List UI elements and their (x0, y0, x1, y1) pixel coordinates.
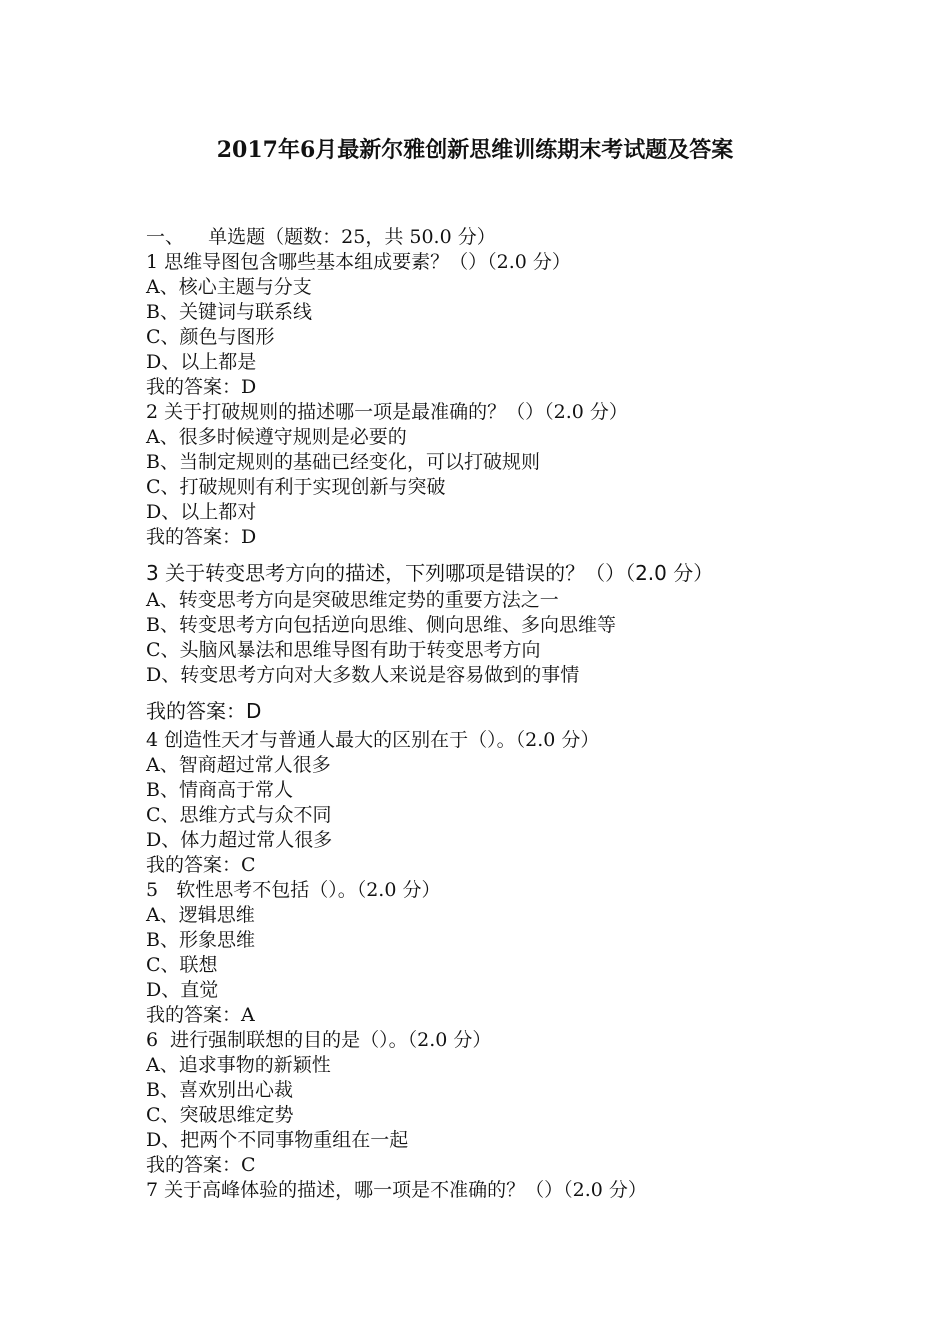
question-text: 5 软性思考不包括（）。（2.0 分） (146, 879, 441, 901)
option-a: A、核心主题与分支 (146, 276, 312, 298)
option-a: A、追求事物的新颖性 (146, 1054, 331, 1076)
question-text: 1 思维导图包含哪些基本组成要素？（）（2.0 分） (146, 251, 571, 273)
option-d: D、以上都是 (146, 351, 257, 373)
option-b: B、转变思考方向包括逆向思维、侧向思维、多向思维等 (146, 614, 616, 636)
answer-line: 我的答案：D (146, 526, 257, 548)
option-c: C、思维方式与众不同 (146, 804, 332, 826)
option-c: C、头脑风暴法和思维导图有助于转变思考方向 (146, 639, 541, 661)
option-a: A、转变思考方向是突破思维定势的重要方法之一 (146, 589, 559, 611)
question-text: 4 创造性天才与普通人最大的区别在于（）。（2.0 分） (146, 729, 600, 751)
document-body (146, 225, 846, 1203)
option-b: B、关键词与联系线 (146, 301, 312, 323)
option-a: A、智商超过常人很多 (146, 754, 331, 776)
option-a: A、逻辑思维 (146, 904, 255, 926)
option-a: A、很多时候遵守规则是必要的 (146, 426, 407, 448)
question-text: 3 关于转变思考方向的描述，下列哪项是错误的？（）（2.0 分） (146, 561, 714, 585)
option-c: C、颜色与图形 (146, 326, 275, 348)
document-title: 2017年6月最新尔雅创新思维训练期末考试题及答案 (216, 137, 734, 163)
option-b: B、当制定规则的基础已经变化，可以打破规则 (146, 451, 540, 473)
option-d: D、体力超过常人很多 (146, 829, 333, 851)
answer-line: 我的答案：A (146, 1004, 255, 1026)
answer-line: 我的答案：C (146, 1154, 256, 1176)
option-d: D、转变思考方向对大多数人来说是容易做到的事情 (146, 664, 580, 686)
option-d: D、把两个不同事物重组在一起 (146, 1129, 409, 1151)
question-text: 2 关于打破规则的描述哪一项是最准确的？（）（2.0 分） (146, 401, 628, 423)
option-c: C、打破规则有利于实现创新与突破 (146, 476, 446, 498)
section-heading: 一、 单选题（题数：25，共 50.0 分） (146, 226, 496, 248)
option-b: B、喜欢别出心裁 (146, 1079, 293, 1101)
option-b: B、形象思维 (146, 929, 255, 951)
answer-line: 我的答案：D (146, 376, 257, 398)
option-d: D、以上都对 (146, 501, 257, 523)
option-b: B、情商高于常人 (146, 779, 293, 801)
answer-line: 我的答案：D (146, 699, 262, 723)
option-d: D、直觉 (146, 979, 219, 1001)
question-text: 6 进行强制联想的目的是（）。（2.0 分） (146, 1029, 492, 1051)
option-c: C、突破思维定势 (146, 1104, 294, 1126)
option-c: C、联想 (146, 954, 218, 976)
answer-line: 我的答案：C (146, 854, 256, 876)
question-text: 7 关于高峰体验的描述，哪一项是不准确的？（）（2.0 分） (146, 1179, 647, 1201)
